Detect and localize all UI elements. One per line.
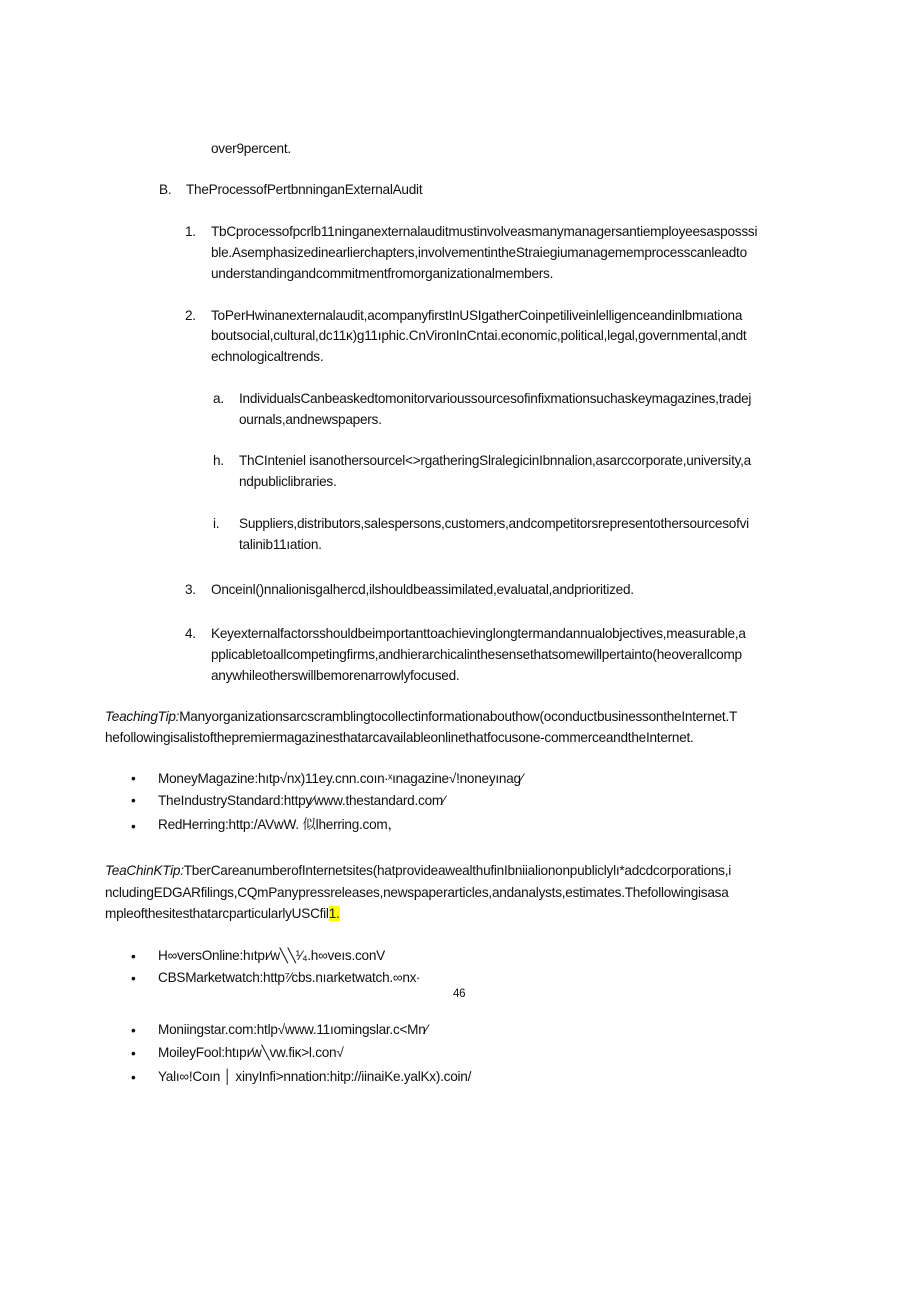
teaching-tip-2-text: TberCareanumberofInternetsites(hatprovideawealthufinIbniialiononpubliclylı*adcdcorporations,i — [183, 863, 732, 878]
item-2-line: echnologicaltrends. — [211, 349, 324, 364]
subitem-h-line: ndpubliclibraries. — [239, 474, 337, 489]
item-4-line: anywhileotherswillbemorenarrowlyfocused. — [211, 668, 460, 683]
subitem-h-line: ThCInteniel isanothersourcel<>rgatheringSlralegicinIbnnalion,asarccorporate,university,a — [239, 453, 751, 468]
bullet: • — [131, 949, 136, 964]
teaching-tip-1-line — [105, 710, 737, 724]
subitem-i-line: talinib11ıation. — [239, 537, 322, 552]
bullet: • — [131, 1046, 136, 1061]
bullet: • — [131, 819, 136, 834]
subitem-i-line: Suppliers,distributors,salespersons,customers,andcompetitorsrepresentothersourcesofvi — [239, 516, 749, 531]
site-link[interactable]: CBSMarketwatch:http⁷⁄cbs.nıarketwatch.∞nx∙ — [158, 970, 420, 985]
teaching-tip-2-line: ncludingEDGARfilings,CQmPanypressreleases,newspaperarticles,andanalysts,estimates.Thefollowingisasa — [105, 885, 729, 900]
item-2-line: boutsocial,cultural,dc11κ)g11ıphic.CnVironInCntai.economic,political,legal,governmental,andt — [211, 328, 747, 343]
site-link[interactable]: Moniingstar.com:htlp√www.11ıomingslar.c<Mn⁄ — [158, 1022, 428, 1037]
item-1-line: TbCprocessofpcrlb11ninganexternalauditmustinvolveasmanymanagersantiemployeesasposssi — [211, 224, 758, 239]
subitem-a-line: IndividualsCanbeaskedtomonitorvarioussourcesofinfixmationsuchaskeymagazines,tradej — [239, 391, 752, 406]
magazine-link[interactable]: TheIndustryStandard:httpy⁄www.thestandard.com⁄ — [158, 793, 445, 808]
teaching-tip-1-line: hefollowingisalistofthepremiermagazinesthatarcavailableonlinethatfocusone-commerceandtheInternet. — [105, 730, 694, 745]
bullet: • — [131, 971, 136, 986]
page-number: 46 — [453, 988, 466, 1000]
bullet: • — [131, 793, 136, 808]
magazine-link[interactable]: MoneyMagazine:hıtp√nx)11ey.cnn.coın∙ˣınagazine√!noneyınag⁄ — [158, 771, 523, 786]
teaching-tip-1-text: Manyorganizationsarcscramblingtocollectinformationabouthow(oconductbusinessontheInternet.T — [179, 709, 738, 724]
subitem-h-marker: h. — [213, 453, 224, 468]
teaching-tip-2-line — [105, 907, 340, 921]
item-3-line: Onceinl()nnalionisgalhercd,ilshouldbeassimilated,evaluatal,andprioritized. — [211, 582, 634, 597]
magazine-link[interactable]: RedHerring:http:/AVwW. 似lherring.com， — [158, 817, 401, 832]
item-1-line: ble.Asemphasizedinearlierchapters,involvementintheStraiegiumanagememprocesscanleadto — [211, 245, 747, 260]
site-link[interactable]: Yalı∞!Coın │ xinyInfi>nnation:hitp://iinaiKe.yalKx).coin/ — [158, 1069, 472, 1084]
teaching-tip-2-text: mpleofthesitesthatarcparticularlyUSCfil — [105, 906, 329, 921]
item-1-marker: 1. — [185, 224, 196, 239]
site-link[interactable]: H∞versOnline:hıtpı⁄w╲╲¹⁄₄.h∞veıs.conV — [158, 948, 385, 963]
bullet: • — [131, 771, 136, 786]
subitem-a-marker: a. — [213, 391, 224, 406]
section-b-title: TheProcessofPertbnninganExternalAudit — [186, 182, 423, 197]
section-b-marker: B. — [159, 182, 172, 197]
item-2-marker: 2. — [185, 308, 196, 323]
item-1-line: understandingandcommitmentfromorganizationalmembers. — [211, 266, 554, 281]
subitem-i-marker: i. — [213, 516, 220, 531]
item-2-line: ToPerHwinanexternalaudit,acompanyfirstInUSIgatherCoinpetiliveinlelligenceandinlbmıationa — [211, 308, 743, 323]
item-4-line: pplicabletoallcompetingfirms,andhierarchicalinthesensethatsomewillpertainto(heoverallcomp — [211, 647, 742, 662]
bullet: • — [131, 1070, 136, 1085]
item-4-line: Keyexternalfactorsshouldbeimportanttoachievinglongtermandannualobjectives,measurable,a — [211, 626, 746, 641]
item-4-marker: 4. — [185, 626, 196, 641]
item-3-marker: 3. — [185, 582, 196, 597]
site-link[interactable]: MoileyFool:htıpı⁄w╲vw.fiκ>l.con√ — [158, 1045, 344, 1060]
subitem-a-line: ournals,andnewspapers. — [239, 412, 382, 427]
teaching-tip-2-label: TeaChinKTip: — [105, 863, 184, 878]
highlighted-text: 1. — [328, 906, 340, 921]
teaching-tip-2-line — [105, 864, 731, 878]
bullet: • — [131, 1023, 136, 1038]
continuation-text: over9percent. — [211, 141, 291, 156]
teaching-tip-1-label: TeachingTip: — [105, 709, 180, 724]
